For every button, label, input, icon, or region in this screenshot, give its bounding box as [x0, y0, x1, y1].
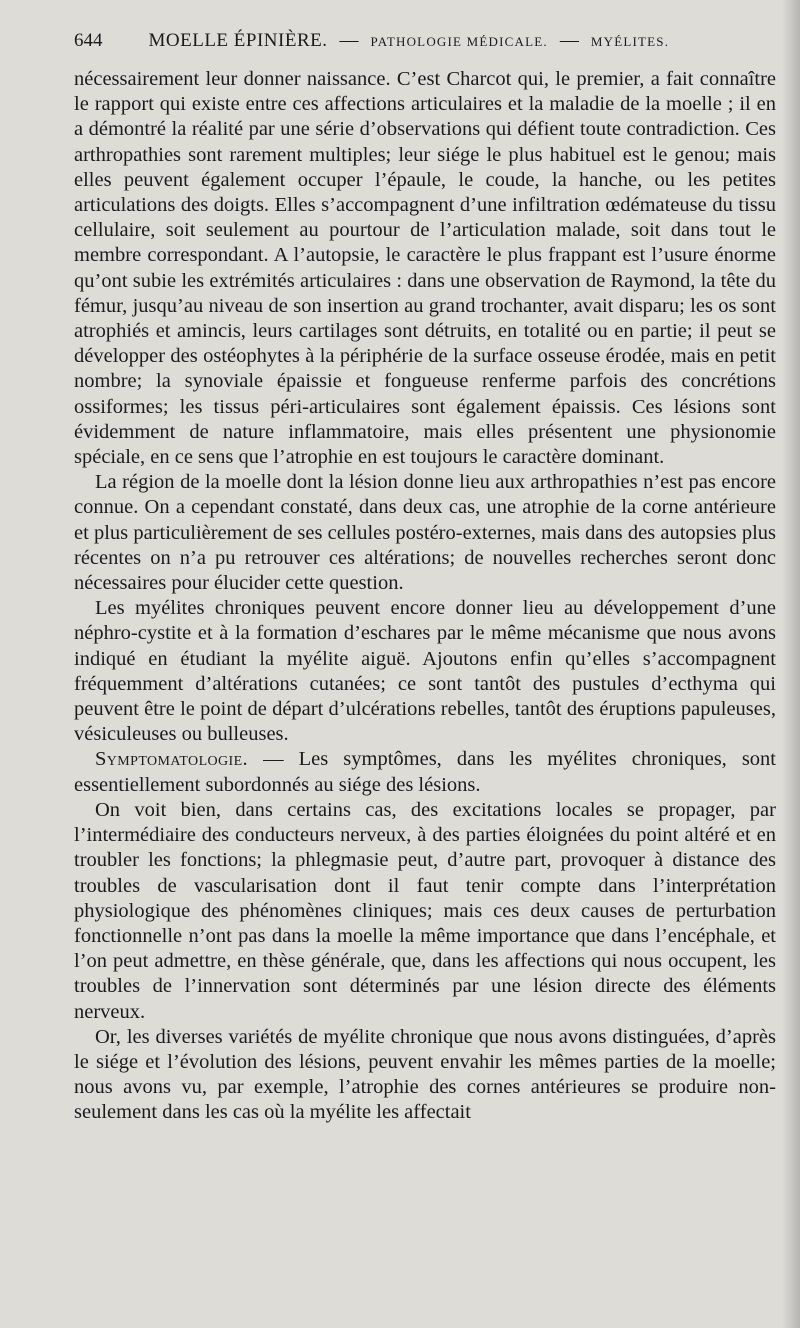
page-number: 644 — [74, 30, 103, 51]
running-subsection: MYÉLITES. — [590, 34, 670, 49]
paragraph-excitations: On voit bien, dans certains cas, des excitations locales se propager, par l’intermédiaire des conducteurs nerveux, à des parties éloignées du point altéré et en troubler les fonctions; la phlegmasie peut, d’autre part, provoquer à distance des troubles de vascularisation dont il faut tenir compte dans l’interprétation physiologique des phénomènes cliniques; mais ces deux causes de perturbation fonctionnelle n’ont pas dans la moelle la même importance que dans l’encéphale, et l’on peut admettre, en thèse générale, que, dans les affections qui nous occupent, les troubles de l’innervation sont déterminés par une lésion directe des éléments nerveux. — [74, 798, 776, 1023]
section-label-symptomatologie: Symptomatologie. — [95, 748, 249, 771]
paragraph-symptomatologie-text: — Les symptômes, dans les myélites chroniques, sont essentiellement subordonnés au siége des lésions. — [74, 748, 776, 796]
paragraph-continuation: nécessairement leur donner naissance. C’est Charcot qui, le premier, a fait connaître le rapport qui existe entre ces affections articulaires et la maladie de la moelle ; il en a démontré la réalité par une série d’observations qui défient toute contradiction. Ces arthropathies sont rarement multiples; leur siége le plus habituel est le genou; mais elles peuvent également occuper l’épaule, le coude, la hanche, ou les petites articulations des doigts. Elles s’accompagnent d’une infiltration œdémateuse du tissu cellulaire, soit seulement au pourtour de l’articulation malade, soit dans tout le membre correspondant. A l’autopsie, le caractère le plus frappant est l’usure énorme qu’ont subie les extrémités articulaires : dans une observation de Raymond, la tête du fémur, jusqu’au niveau de son insertion au grand trochanter, avait disparu; les os sont atrophiés et amincis, leurs cartilages sont détruits, en totalité ou en partie; il peut se développer des ostéophytes à la périphérie de la surface osseuse érodée, mais en petit nombre; la synoviale épaissie et fongueuse renferme parfois des concrétions ossiformes; les tissus péri-articulaires sont également épaissis. Ces lésions sont évidemment de nature inflammatoire, mais elles présentent une physionomie spéciale, en ce sens que l’atrophie en est toujours le caractère dominant. — [74, 68, 776, 469]
header-separator-2: — — [559, 30, 579, 51]
paragraph-moelle-region: La région de la moelle dont la lésion donne lieu aux arthropathies n’est pas encore connue. On a cependant constaté, dans deux cas, une atrophie de la corne antérieure et plus particulièrement de ses cellules postéro-externes, mais dans des autopsies plus récentes on n’a pu retrouver ces altérations; de nouvelles recherches seront donc nécessaires pour élucider cette question. — [74, 471, 776, 595]
page-edge-shadow — [782, 0, 800, 1328]
running-header — [74, 30, 774, 58]
paragraph-symptomatologie — [74, 747, 776, 797]
header-separator-1: — — [339, 30, 359, 51]
running-section: PATHOLOGIE MÉDICALE. — [370, 34, 548, 49]
running-title: MOELLE ÉPINIÈRE. — [148, 30, 328, 51]
paragraph-varietes: Or, les diverses variétés de myélite chronique que nous avons distinguées, d’après le siége et l’évolution des lésions, peuvent envahir les mêmes parties de la moelle; nous avons vu, par exemple, l’atrophie des cornes antérieures se produire non-seulement dans les cas où la myélite les affectait — [74, 1025, 776, 1124]
paragraph-chronic-myelitis: Les myélites chroniques peuvent encore donner lieu au développement d’une néphro-cystite et à la formation d’eschares par le même mécanisme que nous avons indiqué en étudiant la myélite aiguë. Ajoutons enfin qu’elles s’accompagnent fréquemment d’altérations cutanées; ce sont tantôt des pustules d’ecthyma qui peuvent être le point de départ d’ulcérations rebelles, tantôt des éruptions papuleuses, vésiculeuses ou bulleuses. — [74, 597, 776, 746]
body-text — [74, 67, 776, 1126]
